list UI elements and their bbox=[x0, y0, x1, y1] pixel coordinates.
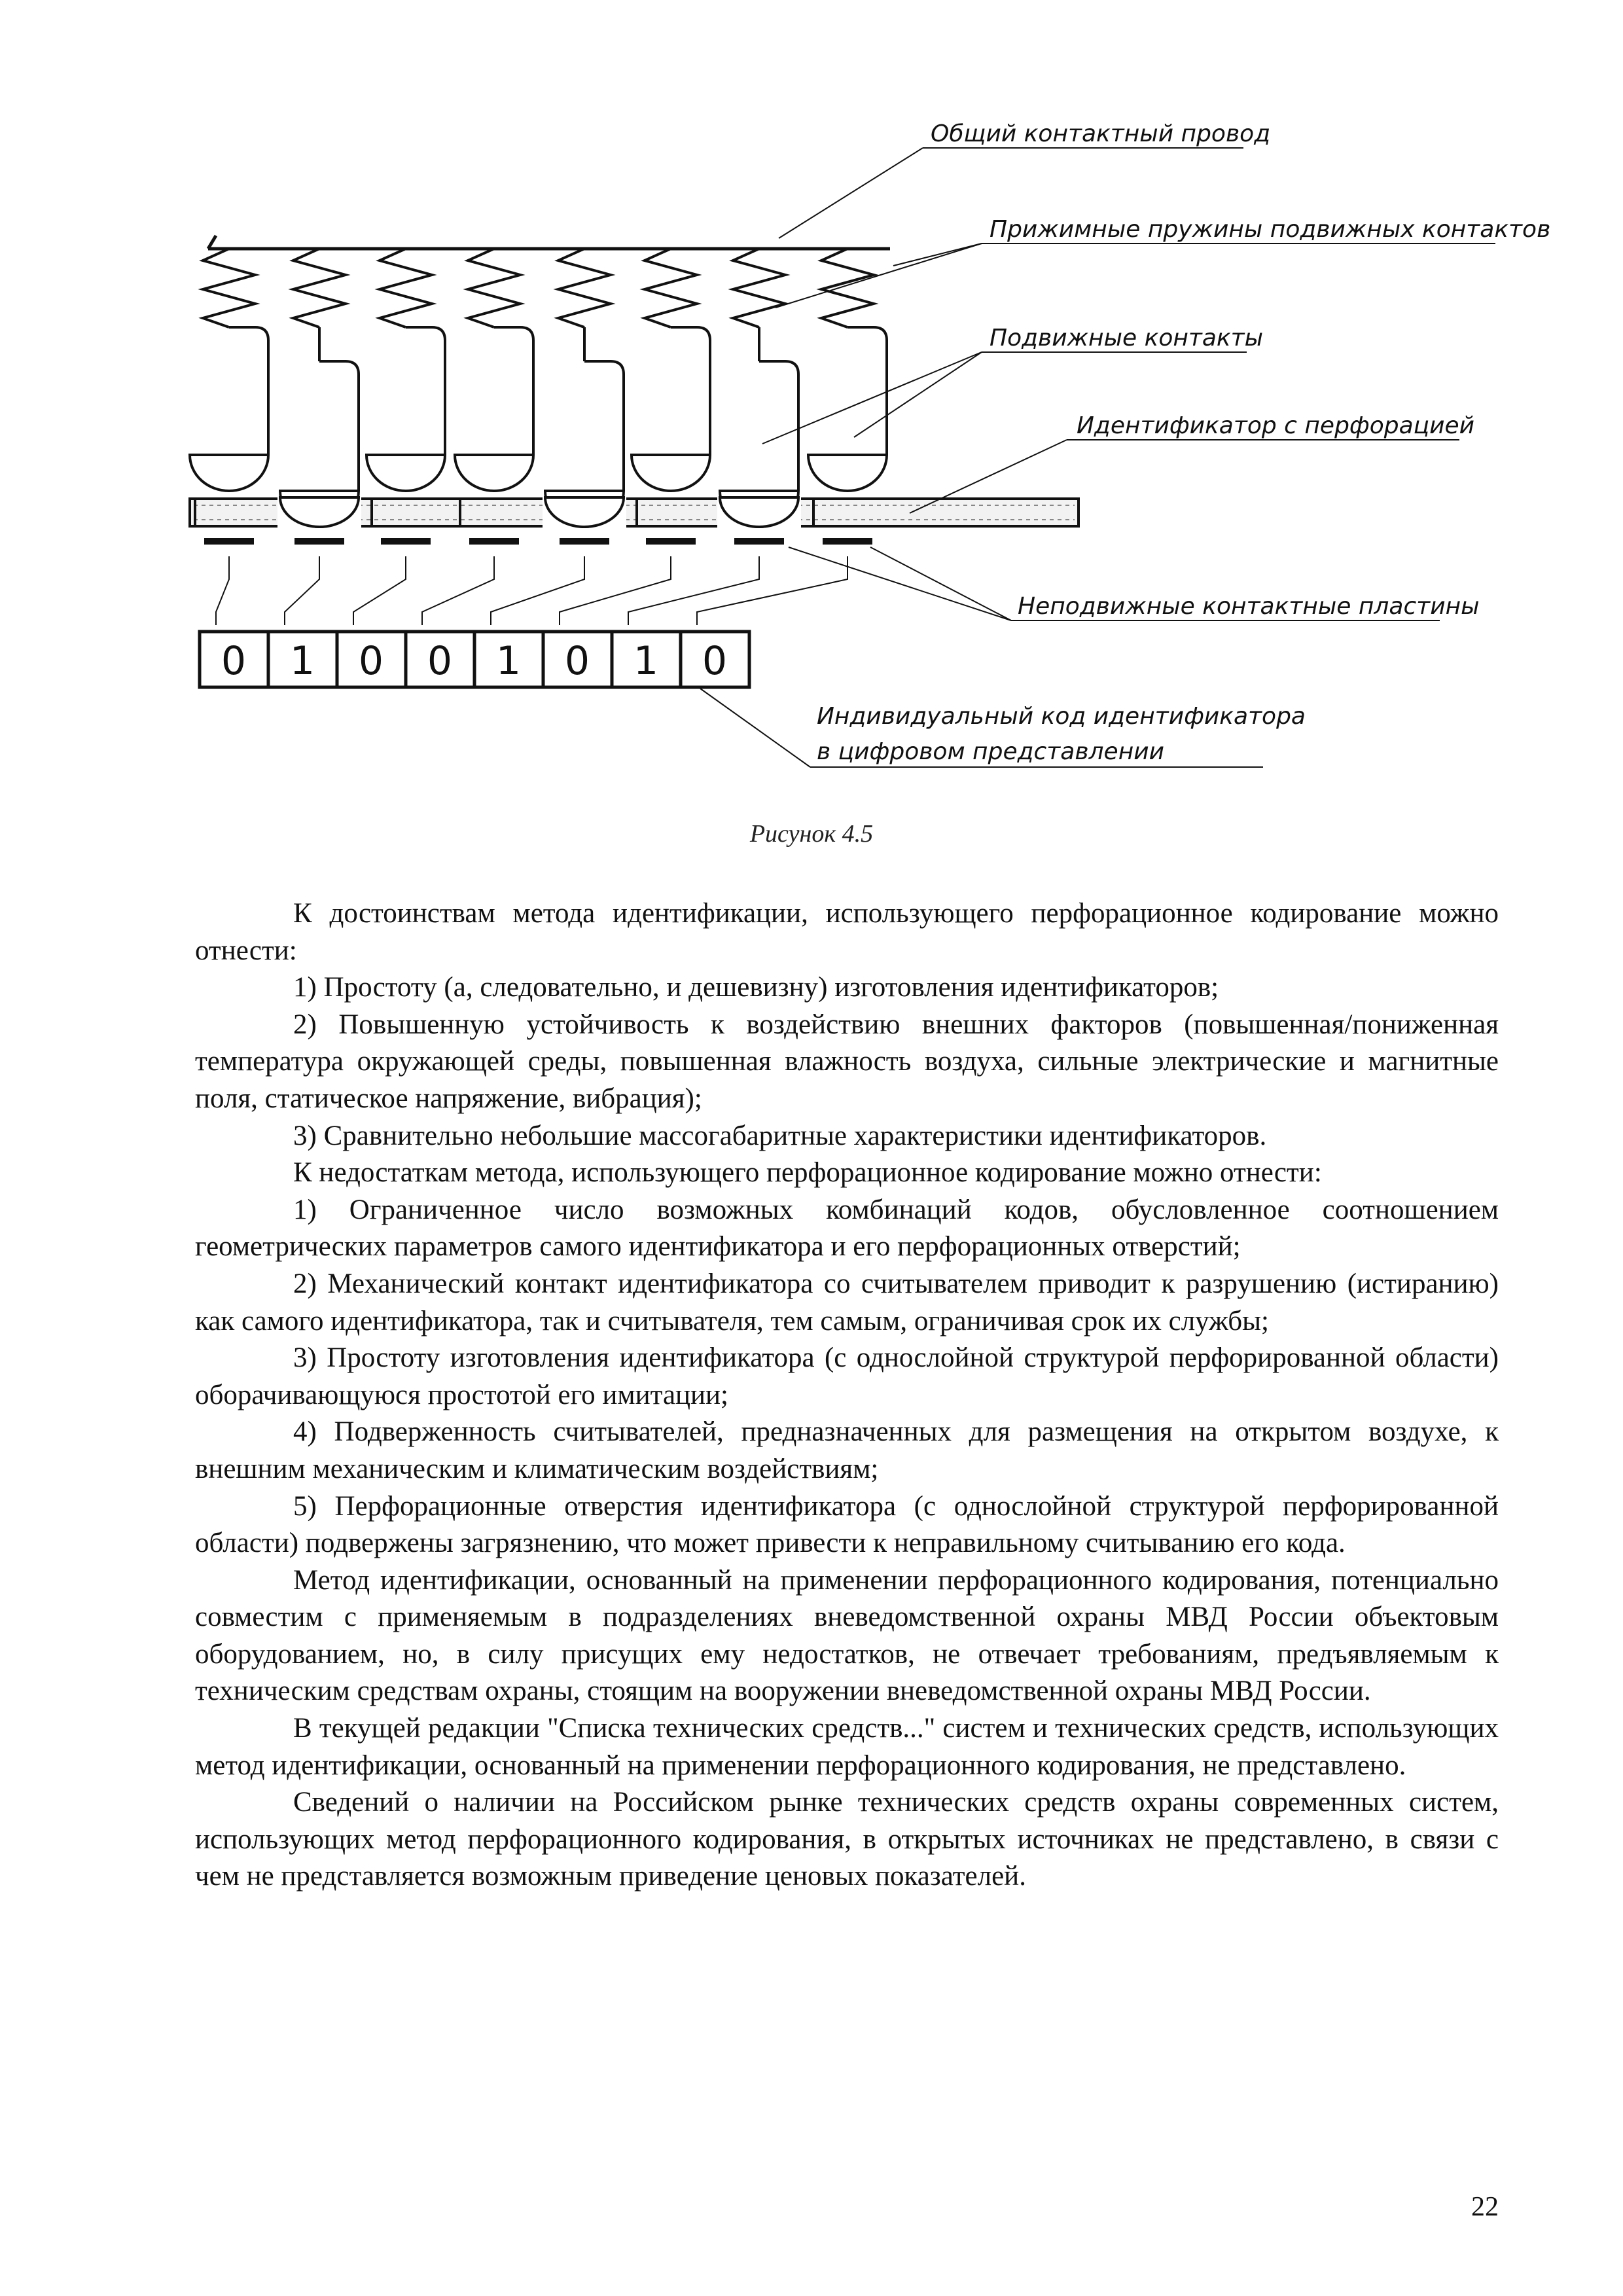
label-code-line2: в цифровом представлении bbox=[817, 738, 1165, 765]
label-fixed-plates: Неподвижные контактные пластины bbox=[1018, 593, 1480, 620]
paragraph: 3) Простоту изготовления идентификатора (с однослойной структурой перфорированной области) оборачивающуюся простотой его имитации; bbox=[195, 1342, 1499, 1410]
leader-code bbox=[700, 689, 810, 767]
fixed-contact-plate bbox=[823, 538, 872, 545]
movable-contact bbox=[229, 327, 268, 455]
leader-spring bbox=[776, 243, 982, 308]
body-text bbox=[195, 895, 1499, 1895]
spring bbox=[468, 249, 520, 327]
leader-plate bbox=[789, 547, 1011, 620]
leader-wire bbox=[779, 148, 923, 238]
contact-dome bbox=[366, 455, 445, 491]
fixed-contact-plate bbox=[734, 538, 784, 545]
paragraph: К недостаткам метода, использующего перфорационное кодирование можно отнести: bbox=[293, 1157, 1322, 1189]
movable-contact bbox=[584, 361, 624, 491]
fixed-contact-plate bbox=[381, 538, 431, 545]
spring bbox=[821, 249, 874, 327]
spring bbox=[293, 249, 346, 327]
code-digit: 1 bbox=[495, 638, 522, 684]
movable-contact bbox=[494, 327, 533, 455]
movable-contact bbox=[406, 327, 445, 455]
code-digit: 0 bbox=[702, 638, 728, 684]
movable-contact bbox=[847, 327, 887, 455]
page-number: 22 bbox=[1471, 2192, 1499, 2222]
code-digit: 0 bbox=[427, 638, 453, 684]
contact-dome bbox=[455, 455, 533, 491]
paragraph: Метод идентификации, основанный на применении перфорационного кодирования, потенциально совместим с применяемым в подразделениях вневедомственной охраны МВД России объектовым оборудованием, но, в силу присущих ему недостатков, не отвечает требованиям, предъявляемым к техническим средствам охраны, стоящим на вооружении вневедомственной охраны МВД России. bbox=[195, 1564, 1499, 1707]
spring bbox=[380, 249, 432, 327]
paragraph: 2) Повышенную устойчивость к воздействию внешних факторов (повышенная/пониженная температура окружающей среды, повышенная влажность воздуха, сильные электрические и магнитные поля, статическое напряжение, вибрация); bbox=[195, 1009, 1499, 1114]
code-wire bbox=[491, 556, 584, 625]
label-movable-contacts: Подвижные контакты bbox=[990, 325, 1264, 351]
fixed-contact-plate bbox=[646, 538, 696, 545]
code-wire bbox=[216, 556, 229, 625]
paragraph: В текущей редакции "Списка технических средств..." систем и технических средств, использующих метод идентификации, основанный на применении перфорационного кодирования, не представлено. bbox=[195, 1713, 1499, 1781]
code-wire bbox=[353, 556, 406, 625]
contact-dome bbox=[632, 455, 710, 491]
wire-end-tick bbox=[208, 236, 216, 249]
label-common-wire: Общий контактный провод bbox=[931, 120, 1271, 147]
leader-spring bbox=[893, 243, 982, 266]
fixed-contact-plate bbox=[204, 538, 254, 545]
code-digit: 1 bbox=[633, 638, 659, 684]
code-digit: 0 bbox=[221, 638, 247, 684]
leader-plate bbox=[870, 547, 1011, 620]
paragraph: 2) Механический контакт идентификатора со считывателем приводит к разрушению (истиранию) как самого идентификатора, так и считывателя, тем самым, ограничивая срок их службы; bbox=[195, 1268, 1499, 1336]
movable-contact bbox=[671, 327, 710, 455]
code-digit: 0 bbox=[564, 638, 590, 684]
code-wire bbox=[560, 556, 671, 625]
code-wire bbox=[628, 556, 759, 625]
spring bbox=[203, 249, 255, 327]
code-wire bbox=[422, 556, 494, 625]
fixed-contact-plate bbox=[560, 538, 609, 545]
movable-contact bbox=[319, 361, 359, 491]
paragraph: 1) Простоту (а, следовательно, и дешевизну) изготовления идентификаторов; bbox=[293, 972, 1219, 1003]
label-springs: Прижимные пружины подвижных контактов bbox=[990, 216, 1551, 243]
spring bbox=[645, 249, 697, 327]
code-digit: 0 bbox=[358, 638, 384, 684]
paragraph: К достоинствам метода идентификации, использующего перфорационное кодирование можно отнести: bbox=[195, 898, 1499, 966]
paragraph: 3) Сравнительно небольшие массогабаритные характеристики идентификаторов. bbox=[293, 1120, 1267, 1151]
perforation-identifier-diagram bbox=[0, 0, 1623, 825]
fixed-contact-plate bbox=[469, 538, 519, 545]
code-digit: 1 bbox=[289, 638, 315, 684]
code-wire bbox=[697, 556, 847, 625]
code-wire bbox=[285, 556, 319, 625]
contact-dome bbox=[190, 455, 268, 491]
paragraph: 4) Подверженность считывателей, предназначенных для размещения на открытом воздухе, к внешним механическим и климатическим воздействиям; bbox=[195, 1416, 1499, 1484]
label-code-line1: Индивидуальный код идентификатора bbox=[817, 703, 1306, 730]
leader-contact bbox=[854, 352, 982, 437]
fixed-contact-plate bbox=[294, 538, 344, 545]
paragraph: Сведений о наличии на Российском рынке технических средств охраны современных систем, использующих метод перфорационного кодирования, в открытых источниках не представлено, в связи с чем не представляется возможным приведение ценовых показателей. bbox=[195, 1787, 1499, 1892]
label-identifier: Идентификатор с перфорацией bbox=[1077, 412, 1475, 439]
paragraph: 1) Ограниченное число возможных комбинаций кодов, обусловленное соотношением геометрических параметров самого идентификатора и его перфорационных отверстий; bbox=[195, 1194, 1499, 1263]
contact-dome bbox=[808, 455, 887, 491]
spring bbox=[733, 249, 785, 327]
figure-caption: Рисунок 4.5 bbox=[749, 820, 874, 848]
spring bbox=[558, 249, 611, 327]
paragraph: 5) Перфорационные отверстия идентификатора (с однослойной структурой перфорированной области) подвержены загрязнению, что может привести к неправильному считыванию его кода. bbox=[195, 1490, 1499, 1559]
movable-contact bbox=[759, 361, 798, 491]
